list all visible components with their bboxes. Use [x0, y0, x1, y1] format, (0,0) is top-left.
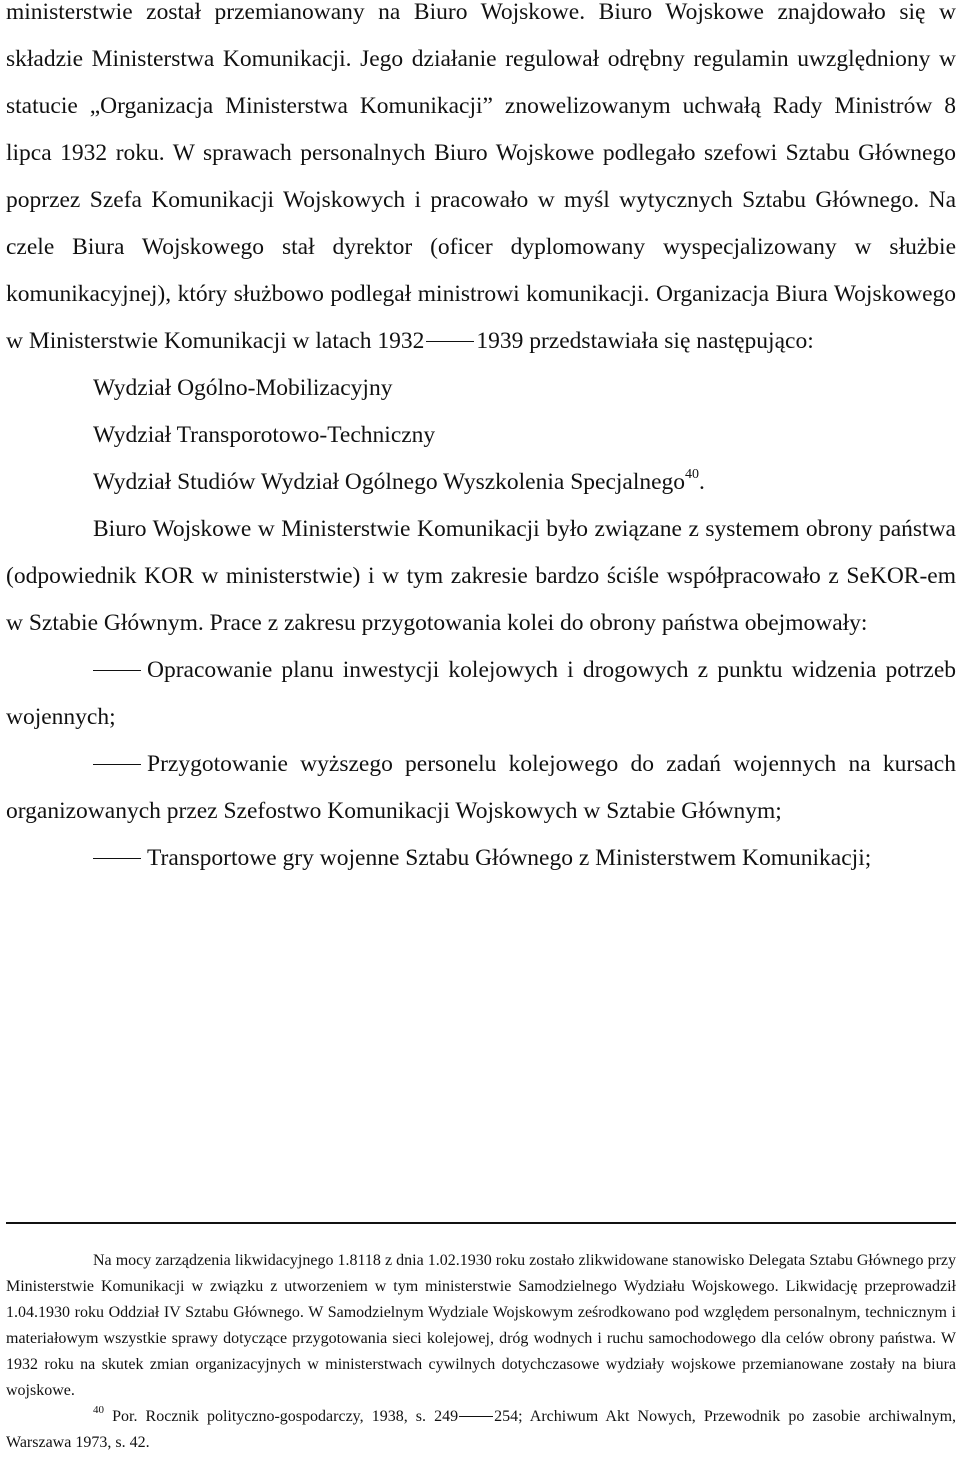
- list-item-text: Wydział Ogólno-Mobilizacyjny: [93, 375, 393, 401]
- paragraph-text: Biuro Wojskowe w Ministerstwie Komunikacji było związane z systemem obrony państwa (odpowiednik KOR w ministerstwie) i w tym zakresie bardzo ściśle współpracowało z SeKOR-em w Sztabie Głównym. Prace z zakresu przygotowania kolei do obrony państwa obejmowały:: [6, 516, 956, 636]
- dash-list-item-text: Transportowe gry wojenne Sztabu Głównego z Ministerstwem Komunikacji;: [147, 845, 872, 871]
- list-item: [6, 365, 956, 412]
- dash-icon: [426, 341, 474, 342]
- footnote-text: Na mocy zarządzenia likwidacyjnego 1.8118 z dnia 1.02.1930 roku zostało zlikwidowane stanowisko Delegata Sztabu Głównego przy Ministerstwie Komunikacji w związku z utworzeniem w tym ministerstwie Samodzielnego Wydziału Wojskowego. Likwidację przeprowadził 1.04.1930 roku Oddział IV Sztabu Głównego. W Samodzielnym Wydziale Wojskowym ześrodkowano pod względem personalnym, technicznym i materiałowym wszystkie sprawy dotyczące przygotowania sieci kolejowej, dróg wodnych i ruchu samochodowego dla celów obrony państwa. W 1932 roku na skutek zmian organizacyjnych w ministerstwach cywilnych dotychczasowe wydziały wojskowe przemianowane zostały na biura wojskowe.: [6, 1252, 956, 1399]
- year-start: 1932: [377, 328, 425, 354]
- year-end: 1939: [476, 328, 524, 354]
- paragraph-text-end: przedstawiała się następująco:: [529, 328, 814, 354]
- page-start: 249: [434, 1408, 459, 1425]
- dash-icon: [93, 858, 141, 859]
- footnote-40: [6, 1404, 956, 1456]
- document-page: [6, 0, 956, 1468]
- dash-icon: [459, 1416, 493, 1417]
- main-text: [6, 0, 956, 882]
- dash-list-item-text: Przygotowanie wyższego personelu kolejowego do zadań wojennych na kursach organizowanych przez Szefostwo Komunikacji Wojskowych w Sztabie Głównym;: [6, 751, 956, 824]
- paragraph-text: ministerstwie został przemianowany na Biuro Wojskowe. Biuro Wojskowe znajdowało się w składzie Ministerstwa Komunikacji. Jego działanie regulował odrębny regulamin uwzględniony w statucie „Organizacja Ministerstwa Komunikacji” znowelizowanym uchwałą Rady Ministrów 8 lipca 1932 roku. W sprawach personalnych Biuro Wojskowe podlegało szefowi Sztabu Głównego poprzez Szefa Komunikacji Wojskowych i pracowało w myśl wytycznych Sztabu Głównego. Na czele Biura Wojskowego stał dyrektor (oficer dyplomowany wyspecjalizowany w służbie komunikacyjnej), który służbowo podlegał ministrowi komunikacji. Organizacja Biura Wojskowego w Ministerstwie Komunikacji w latach: [6, 0, 956, 354]
- paragraph-defense-system: [6, 506, 956, 647]
- list-item: [6, 459, 956, 506]
- dash-list-item: [6, 835, 956, 882]
- dash-list-item-text: Opracowanie planu inwestycji kolejowych i drogowych z punktu widzenia potrzeb wojennych;: [6, 657, 956, 730]
- list-item-text: Wydział Studiów Wydział Ogólnego Wyszkolenia Specjalnego: [93, 469, 686, 495]
- footnote-text: Por. Rocznik polityczno-gospodarczy, 1938, s.: [112, 1408, 427, 1425]
- footnote-liquidation: [6, 1248, 956, 1404]
- page-end: 254: [494, 1408, 519, 1425]
- footnotes: [6, 1248, 956, 1456]
- list-item-text: Wydział Transporotowo-Techniczny: [93, 422, 436, 448]
- list-end-punctuation: .: [699, 469, 705, 495]
- dash-icon: [93, 670, 141, 671]
- dash-list-item: [6, 647, 956, 741]
- list-item: [6, 412, 956, 459]
- footnote-reference[interactable]: 40: [685, 467, 700, 482]
- footnote-separator: [6, 1222, 956, 1224]
- dash-list-item: [6, 741, 956, 835]
- footnote-number: 40: [93, 1404, 104, 1416]
- paragraph-military-bureau: [6, 0, 956, 365]
- dash-icon: [93, 764, 141, 765]
- footnote-text-end: ; Archiwum Akt Nowych, Przewodnik po zasobie archiwalnym, Warszawa 1973, s. 42.: [6, 1408, 957, 1451]
